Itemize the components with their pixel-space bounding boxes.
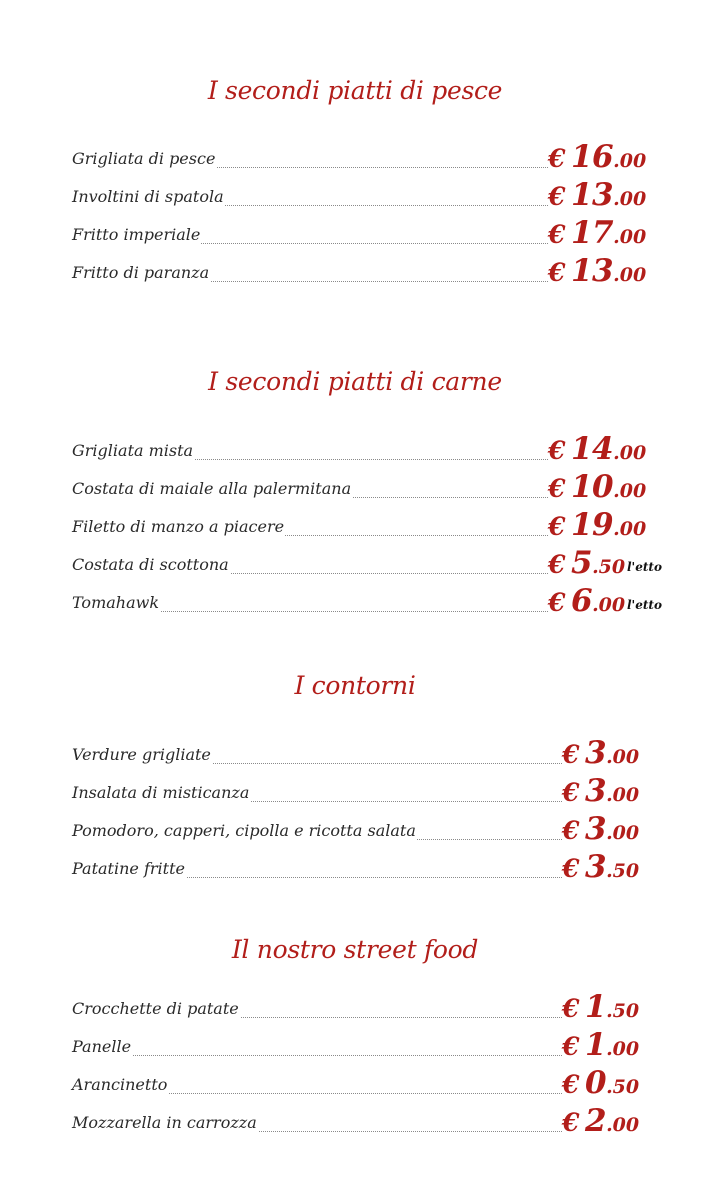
menu-item (72, 990, 562, 1024)
menu-item (72, 736, 562, 770)
item-name: Fritto di paranza (72, 263, 210, 282)
section-title: I secondi piatti di pesce (207, 76, 503, 105)
item-name: Involtini di spatola (72, 187, 224, 206)
menu-item (72, 546, 548, 580)
menu-page: I secondi piatti di pesce Grigliata di pesce € 16.00 Involtini di spatola € 13.00 Fritto imperiale € 17.00 Fritto di paranza € 13.00 I secondi piatti di carne Grigliata mista € 14.00 Costata di maiale alla palermitana € 10.00 Filetto di manzo a piacere € 19.00 Costata di scottona € 5.50 l'etto Tomahawk € 6.00 l'etto I contorni Verdure grigliate € 3.00 Insalata di misticanza € 3.00 Pomodoro, capperi, cipolla e ricotta salata € 3.00 Patatine fritte € 3.50 Il nostro street food Crocchette di patate € 1.50 Panelle € 1.00 Arancinetto € 0.50 Mozzarella in carrozza € 2.00 (0, 0, 710, 1200)
section-title: Il nostro street food (231, 935, 479, 964)
menu-item (72, 584, 548, 618)
menu-item (72, 140, 548, 174)
item-name: Patatine fritte (72, 859, 185, 878)
menu-item (72, 774, 562, 808)
item-name: Crocchette di patate (72, 999, 239, 1018)
menu-item (72, 508, 548, 542)
menu-item (72, 216, 548, 250)
menu-item (72, 254, 548, 288)
section-title: I secondi piatti di carne (208, 367, 502, 396)
item-name: Grigliata mista (72, 441, 194, 460)
item-name: Mozzarella in carrozza (72, 1113, 257, 1132)
menu-item (72, 1028, 562, 1062)
menu-item (72, 432, 548, 466)
item-name: Panelle (72, 1037, 132, 1056)
menu-item (72, 1066, 562, 1100)
section-title: I contorni (294, 671, 416, 700)
menu-item (72, 812, 562, 846)
menu-item (72, 850, 562, 884)
item-name: Pomodoro, capperi, cipolla e ricotta salata (72, 821, 416, 840)
menu-item (72, 470, 548, 504)
item-name: Arancinetto (72, 1075, 168, 1094)
item-name: Tomahawk (72, 593, 160, 612)
menu-item (72, 178, 548, 212)
item-name: Verdure grigliate (72, 745, 211, 764)
item-name: Fritto imperiale (72, 225, 201, 244)
item-name: Costata di maiale alla palermitana (72, 479, 352, 498)
menu-item (72, 1104, 562, 1138)
item-name: Filetto di manzo a piacere (72, 517, 285, 536)
item-name: Costata di scottona (72, 555, 229, 574)
item-name: Grigliata di pesce (72, 149, 216, 168)
item-name: Insalata di misticanza (72, 783, 250, 802)
